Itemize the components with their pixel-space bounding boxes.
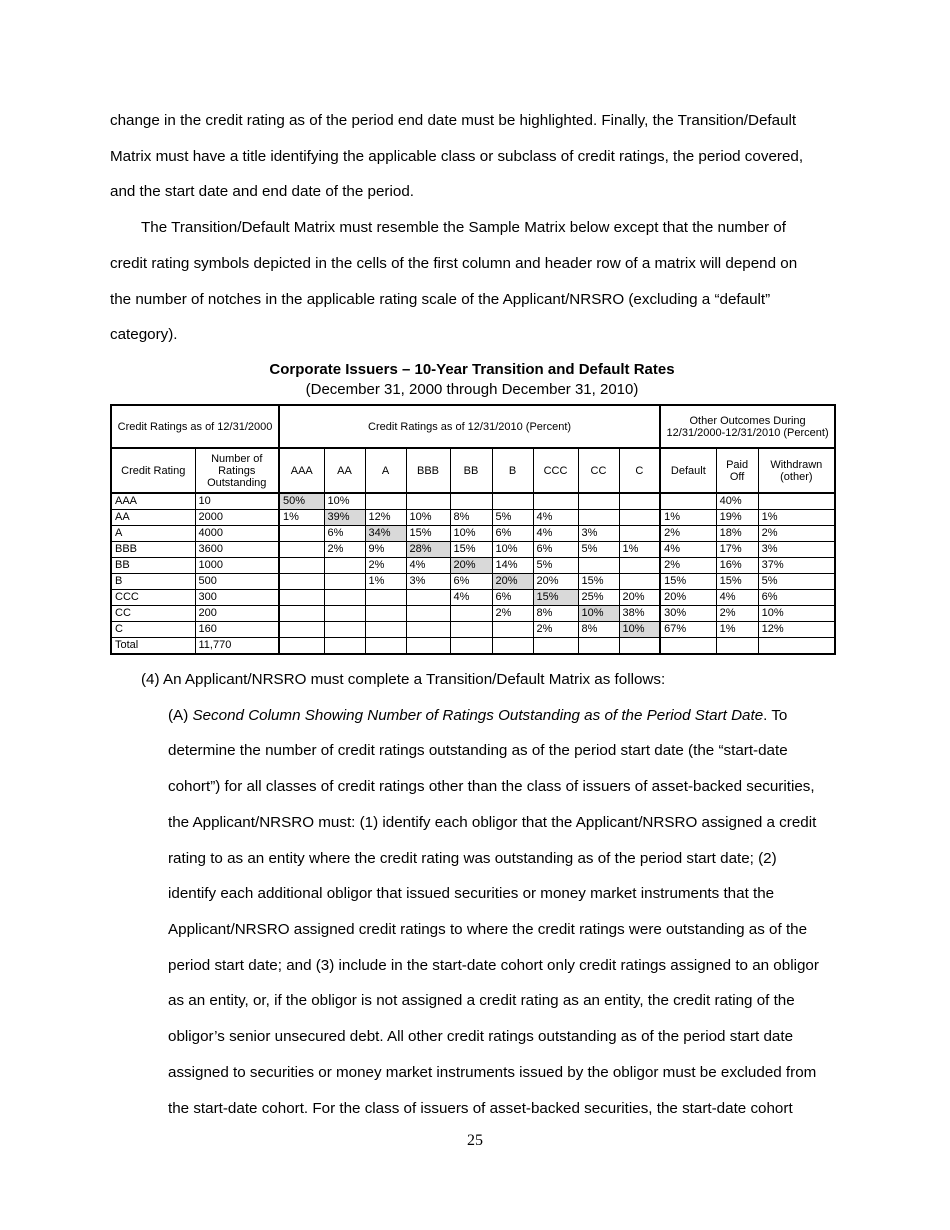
matrix-body xyxy=(111,493,835,654)
group-header-end: Credit Ratings as of 12/31/2010 (Percent) xyxy=(279,405,660,448)
table-row xyxy=(111,510,835,526)
body-text-line: assigned to securities or money market instruments issued by the obligor must be excluded from xyxy=(168,1064,817,1081)
rating-cell: BBB xyxy=(111,542,195,558)
table-cell: 3600 xyxy=(195,542,279,558)
table-row xyxy=(111,526,835,542)
table-cell xyxy=(660,638,716,655)
table-cell xyxy=(279,574,324,590)
table-cell: 20% xyxy=(619,590,660,606)
rating-cell: A xyxy=(111,526,195,542)
table-cell: 8% xyxy=(533,606,578,622)
table-cell: 3% xyxy=(758,542,835,558)
table-cell xyxy=(619,558,660,574)
body-text-line: rating to as an entity where the credit rating was outstanding as of the period start date; (2) xyxy=(168,850,777,867)
item-a-label: (A) xyxy=(168,707,193,724)
column-header: CCC xyxy=(533,448,578,493)
table-cell xyxy=(578,638,619,655)
table-cell: 2% xyxy=(492,606,533,622)
rating-cell: BB xyxy=(111,558,195,574)
page-number: 25 xyxy=(467,1132,483,1149)
table-cell: 4% xyxy=(533,510,578,526)
table-cell xyxy=(578,510,619,526)
column-header: AA xyxy=(324,448,365,493)
table-cell xyxy=(279,622,324,638)
table-cell: 500 xyxy=(195,574,279,590)
table-cell: 160 xyxy=(195,622,279,638)
table-cell: 8% xyxy=(450,510,492,526)
table-cell: 3% xyxy=(578,526,619,542)
table-row xyxy=(111,638,835,655)
table-subtitle: (December 31, 2000 through December 31, 2010) xyxy=(305,381,639,398)
item-a-rest: . To xyxy=(763,707,788,724)
table-cell xyxy=(619,638,660,655)
table-cell: 15% xyxy=(660,574,716,590)
table-cell: 4000 xyxy=(195,526,279,542)
table-cell: 5% xyxy=(578,542,619,558)
table-cell xyxy=(365,622,406,638)
table-row xyxy=(111,606,835,622)
table-row xyxy=(111,558,835,574)
table-cell: 2% xyxy=(533,622,578,638)
group-header-start: Credit Ratings as of 12/31/2000 xyxy=(111,405,279,448)
table-cell: 300 xyxy=(195,590,279,606)
table-cell: 9% xyxy=(365,542,406,558)
table-cell: 2% xyxy=(716,606,758,622)
table-cell: 1% xyxy=(619,542,660,558)
column-header-row xyxy=(111,448,835,493)
group-header-other: Other Outcomes During 12/31/2000-12/31/2010 (Percent) xyxy=(660,405,835,448)
table-cell xyxy=(450,622,492,638)
table-cell: 4% xyxy=(660,542,716,558)
table-cell: 10 xyxy=(195,493,279,510)
table-cell: 5% xyxy=(492,510,533,526)
table-cell: 17% xyxy=(716,542,758,558)
table-cell: 20% xyxy=(533,574,578,590)
rating-cell: CC xyxy=(111,606,195,622)
table-cell xyxy=(279,542,324,558)
table-cell xyxy=(279,606,324,622)
table-cell: 39% xyxy=(324,510,365,526)
table-cell xyxy=(660,493,716,510)
table-cell xyxy=(365,590,406,606)
table-cell: 200 xyxy=(195,606,279,622)
list-item-4: (4) An Applicant/NRSRO must complete a Transition/Default Matrix as follows: xyxy=(141,671,666,688)
table-cell: 1% xyxy=(279,510,324,526)
body-text-line: cohort”) for all classes of credit ratings other than the class of issuers of asset-backed securities, xyxy=(168,778,815,795)
table-cell: 20% xyxy=(450,558,492,574)
table-cell: 37% xyxy=(758,558,835,574)
table-cell xyxy=(492,493,533,510)
body-text-line: change in the credit rating as of the period end date must be highlighted. Finally, the Transition/Default xyxy=(110,112,797,129)
table-cell: 2% xyxy=(758,526,835,542)
table-cell: 15% xyxy=(406,526,450,542)
table-cell: 28% xyxy=(406,542,450,558)
table-cell: 10% xyxy=(578,606,619,622)
table-cell xyxy=(365,606,406,622)
table-cell xyxy=(619,493,660,510)
table-cell: 30% xyxy=(660,606,716,622)
rating-cell: B xyxy=(111,574,195,590)
table-cell: 5% xyxy=(533,558,578,574)
table-cell: 4% xyxy=(406,558,450,574)
body-text-line: category). xyxy=(110,326,178,343)
table-cell xyxy=(406,638,450,655)
table-cell xyxy=(324,558,365,574)
table-row xyxy=(111,493,835,510)
body-text-line: obligor’s senior unsecured debt. All other credit ratings outstanding as of the period start date xyxy=(168,1028,794,1045)
column-header: A xyxy=(365,448,406,493)
table-cell: 1% xyxy=(365,574,406,590)
list-item-a-line xyxy=(168,706,787,725)
rating-cell: C xyxy=(111,622,195,638)
table-cell xyxy=(758,493,835,510)
table-cell xyxy=(365,638,406,655)
table-cell: 25% xyxy=(578,590,619,606)
table-cell: 12% xyxy=(758,622,835,638)
table-cell: 1% xyxy=(716,622,758,638)
body-text-line: the start-date cohort. For the class of issuers of asset-backed securities, the start-date cohort xyxy=(168,1100,793,1117)
table-cell xyxy=(406,622,450,638)
table-row xyxy=(111,590,835,606)
table-cell: 5% xyxy=(758,574,835,590)
table-cell xyxy=(279,638,324,655)
table-cell: 8% xyxy=(578,622,619,638)
table-cell: 18% xyxy=(716,526,758,542)
table-cell xyxy=(492,622,533,638)
body-text-line: credit rating symbols depicted in the cells of the first column and header row of a matrix will depend on xyxy=(110,255,798,272)
transition-default-matrix xyxy=(110,404,836,655)
table-title: Corporate Issuers – 10-Year Transition and Default Rates xyxy=(269,361,675,378)
table-cell xyxy=(406,590,450,606)
table-cell xyxy=(716,638,758,655)
table-cell: 2% xyxy=(365,558,406,574)
table-cell: 1% xyxy=(660,510,716,526)
table-cell: 4% xyxy=(716,590,758,606)
table-cell xyxy=(279,590,324,606)
table-cell: 14% xyxy=(492,558,533,574)
table-cell xyxy=(578,493,619,510)
column-header: BB xyxy=(450,448,492,493)
table-cell xyxy=(279,526,324,542)
column-header: C xyxy=(619,448,660,493)
table-cell: 6% xyxy=(758,590,835,606)
table-row xyxy=(111,574,835,590)
column-header: BBB xyxy=(406,448,450,493)
table-cell: 10% xyxy=(450,526,492,542)
body-text-line: and the start date and end date of the period. xyxy=(110,183,414,200)
table-cell xyxy=(619,510,660,526)
body-text-line: the number of notches in the applicable rating scale of the Applicant/NRSRO (excluding a “default” xyxy=(110,291,771,308)
rating-cell: AA xyxy=(111,510,195,526)
table-cell: 15% xyxy=(716,574,758,590)
table-cell: 15% xyxy=(450,542,492,558)
body-text-line: Matrix must have a title identifying the applicable class or subclass of credit ratings, the period covered, xyxy=(110,148,804,165)
table-cell xyxy=(533,493,578,510)
table-cell: 34% xyxy=(365,526,406,542)
column-header: AAA xyxy=(279,448,324,493)
table-cell xyxy=(758,638,835,655)
table-cell: 40% xyxy=(716,493,758,510)
table-cell: 10% xyxy=(324,493,365,510)
table-cell xyxy=(450,493,492,510)
table-cell: 10% xyxy=(619,622,660,638)
table-cell: 11,770 xyxy=(195,638,279,655)
table-cell xyxy=(279,558,324,574)
table-cell: 16% xyxy=(716,558,758,574)
table-cell xyxy=(324,638,365,655)
item-a-heading: Second Column Showing Number of Ratings Outstanding as of the Period Start Date xyxy=(192,707,764,724)
table-cell xyxy=(324,622,365,638)
rating-cell: Total xyxy=(111,638,195,655)
table-cell: 6% xyxy=(450,574,492,590)
table-cell: 15% xyxy=(533,590,578,606)
table-cell: 4% xyxy=(533,526,578,542)
body-text-line: the Applicant/NRSRO must: (1) identify each obligor that the Applicant/NRSRO assigned a credit xyxy=(168,814,817,831)
table-cell: 1000 xyxy=(195,558,279,574)
body-text-line: Applicant/NRSRO assigned credit ratings to where the credit ratings were outstanding as of the xyxy=(168,921,808,938)
column-header: Withdrawn (other) xyxy=(758,448,835,493)
column-header: Default xyxy=(660,448,716,493)
table-cell: 2% xyxy=(660,526,716,542)
table-cell: 2% xyxy=(660,558,716,574)
table-row xyxy=(111,542,835,558)
column-header: B xyxy=(492,448,533,493)
table-cell xyxy=(406,606,450,622)
table-cell: 15% xyxy=(578,574,619,590)
column-header: CC xyxy=(578,448,619,493)
rating-cell: CCC xyxy=(111,590,195,606)
table-cell: 6% xyxy=(492,590,533,606)
table-cell: 6% xyxy=(492,526,533,542)
table-cell xyxy=(324,606,365,622)
table-cell: 20% xyxy=(492,574,533,590)
rating-cell: AAA xyxy=(111,493,195,510)
table-cell xyxy=(406,493,450,510)
table-cell: 6% xyxy=(324,526,365,542)
table-cell: 12% xyxy=(365,510,406,526)
body-text-line: as an entity, or, if the obligor is not assigned a credit rating as an entity, the credit rating of the xyxy=(168,992,795,1009)
table-cell xyxy=(450,638,492,655)
body-text-line: identify each additional obligor that issued securities or money market instruments that the xyxy=(168,885,775,902)
table-cell: 6% xyxy=(533,542,578,558)
table-cell: 2% xyxy=(324,542,365,558)
table-cell: 1% xyxy=(758,510,835,526)
table-cell xyxy=(324,574,365,590)
table-row xyxy=(111,622,835,638)
table-cell: 38% xyxy=(619,606,660,622)
table-cell: 20% xyxy=(660,590,716,606)
table-cell: 10% xyxy=(758,606,835,622)
body-text-line: The Transition/Default Matrix must resemble the Sample Matrix below except that the number of xyxy=(141,219,786,236)
column-header: Paid Off xyxy=(716,448,758,493)
table-cell: 10% xyxy=(406,510,450,526)
table-cell xyxy=(324,590,365,606)
body-text-line: period start date; and (3) include in the start-date cohort only credit ratings assigned to an obligor xyxy=(168,957,819,974)
table-cell xyxy=(365,493,406,510)
table-cell xyxy=(619,526,660,542)
table-cell xyxy=(533,638,578,655)
column-header: Credit Rating xyxy=(111,448,195,493)
table-cell: 50% xyxy=(279,493,324,510)
table-cell: 3% xyxy=(406,574,450,590)
table-cell xyxy=(450,606,492,622)
table-cell xyxy=(492,638,533,655)
table-cell xyxy=(619,574,660,590)
table-cell: 19% xyxy=(716,510,758,526)
body-text-line: determine the number of credit ratings outstanding as of the period start date (the “start-date xyxy=(168,742,788,759)
column-header: Number of Ratings Outstanding xyxy=(195,448,279,493)
table-cell: 4% xyxy=(450,590,492,606)
table-cell xyxy=(578,558,619,574)
table-cell: 2000 xyxy=(195,510,279,526)
table-cell: 10% xyxy=(492,542,533,558)
table-cell: 67% xyxy=(660,622,716,638)
